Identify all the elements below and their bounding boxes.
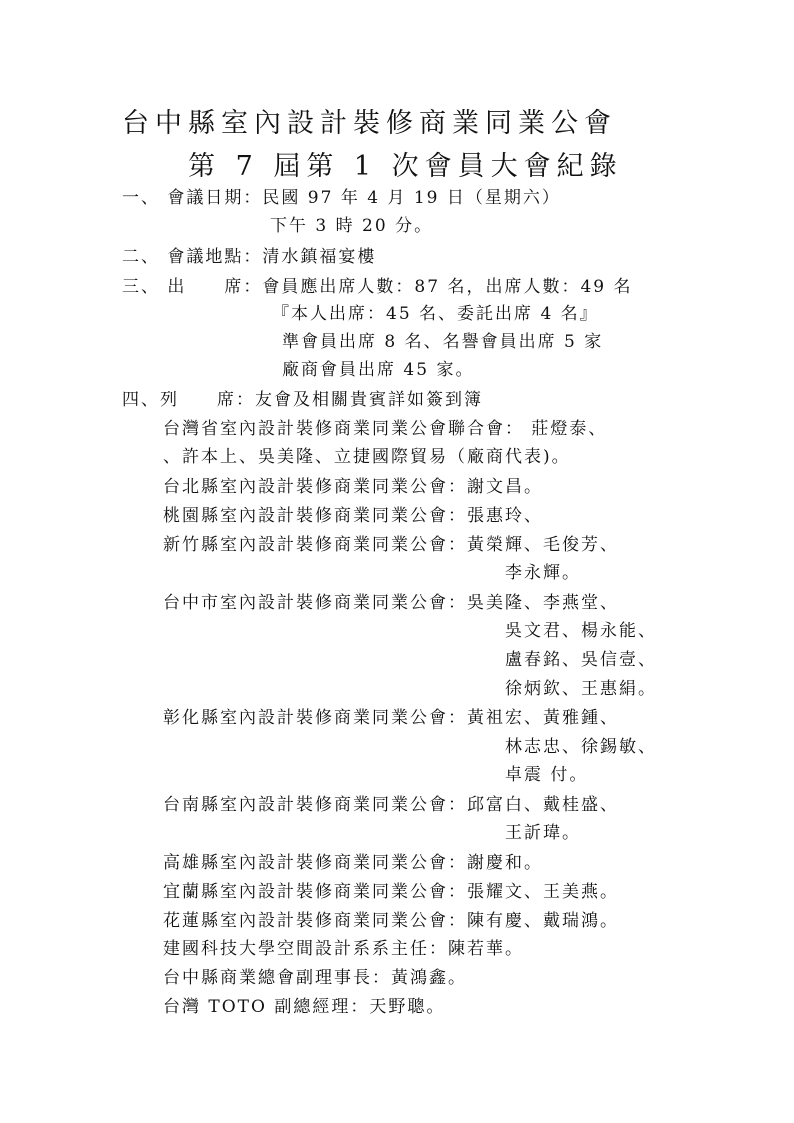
attendance-detail-2: 準會員出席 8 名、名譽會員出席 5 家 [282,332,604,352]
guest-row-cont: 卓震 付。 [505,765,589,785]
attendance-detail-1: 『本人出席：45 名、委託出席 4 名』 [272,304,599,324]
guest-row: 台灣 TOTO 副總經理：天野聰。 [163,997,446,1017]
guest-row-cont: 李永輝。 [505,563,581,583]
meeting-location: 二、 會議地點：清水鎮福宴樓 [122,247,377,267]
guest-row: 高雄縣室內設計裝修商業同業公會：謝慶和。 [163,853,543,873]
guest-row-cont: 徐炳欽、王惠絹。 [505,679,657,699]
guests-heading: 四、列 席：友會及相關貴賓詳如簽到簿 [122,390,483,410]
guest-row: 建國科技大學空間設計系系主任：陳若華。 [163,939,524,959]
document-title-line1: 台中縣室內設計裝修商業同業公會 [122,108,617,139]
guest-row: 花蓮縣室內設計裝修商業同業公會：陳有慶、戴瑞鴻。 [163,911,619,931]
meeting-date: 一、 會議日期：民國 97 年 4 月 19 日（星期六） [122,188,561,208]
attendance-detail-3: 廠商會員出席 45 家。 [282,360,475,380]
guest-row: 宜蘭縣室內設計裝修商業同業公會：張耀文、王美燕。 [163,882,619,902]
meeting-time: 下午 3 時 20 分。 [270,216,434,236]
guest-row-cont: 吳文君、楊永能、 [505,621,657,641]
guest-row: 台南縣室內設計裝修商業同業公會：邱富白、戴桂盛、 [163,795,619,815]
document-title-line2: 第 7 屆第 1 次會員大會紀錄 [188,151,623,182]
guest-row: 台灣省室內設計裝修商業同業公會聯合會： 莊燈泰、 [163,419,608,439]
guest-row: 台北縣室內設計裝修商業同業公會：謝文昌。 [163,477,543,497]
guest-row: 台中市室內設計裝修商業同業公會：吳美隆、李燕堂、 [163,593,619,613]
guest-row: 台中縣商業總會副理事長：黃鴻鑫。 [163,968,467,988]
guest-row: 、許本上、吳美隆、立捷國際貿易（廠商代表)。 [163,447,571,467]
attendance-summary: 三、 出 席：會員應出席人數：87 名，出席人數：49 名 [122,277,633,297]
guest-row: 彰化縣室內設計裝修商業同業公會：黃祖宏、黃雅鍾、 [163,708,619,728]
guest-row-cont: 盧春銘、吳信壹、 [505,650,657,670]
guest-row-cont: 王訢瑋。 [505,823,581,843]
guest-row-cont: 林志忠、徐錫敏、 [505,737,657,757]
guest-row: 桃園縣室內設計裝修商業同業公會：張惠玲、 [163,506,543,526]
guest-row: 新竹縣室內設計裝修商業同業公會：黃榮輝、毛俊芳、 [163,535,619,555]
